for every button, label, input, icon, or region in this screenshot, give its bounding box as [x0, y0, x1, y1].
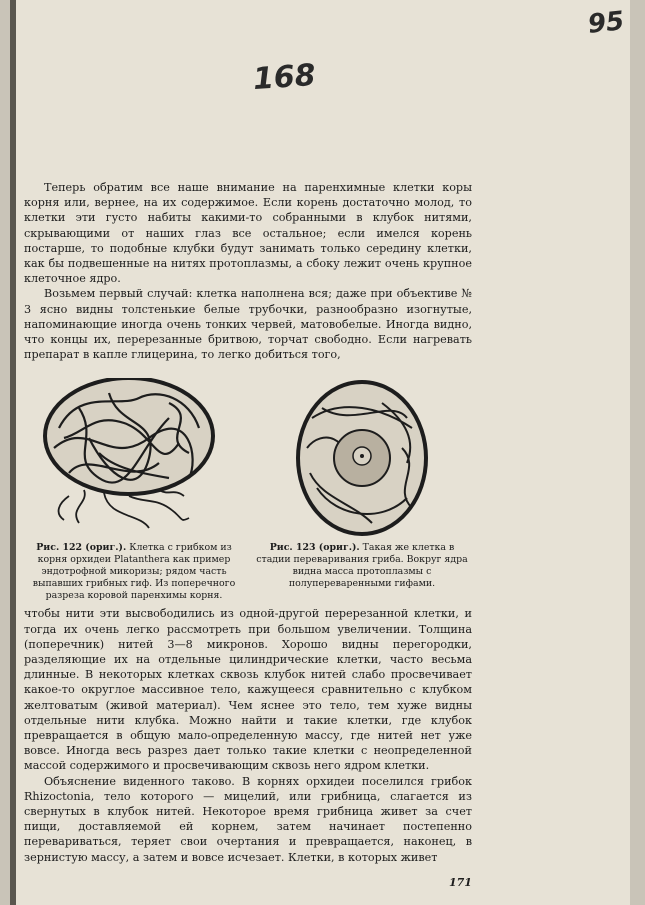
figure-122 — [24, 378, 244, 602]
paragraph: Объяснение виденного таково. В корнях орхидеи поселился грибок Rhizoctonia, тело которого — мицелий, или грибница, слагается из свернутых в клубок нитей. Некоторое время грибница живет за счет пищи, доставляемой ей корнем, затем начинает постепенно перевариваться, теряет свои очертания и превращается, наконец, в зернистую массу, а затем и вовсе исчезает. Клетки, в которых живет — [24, 774, 472, 864]
paragraph: чтобы нити эти высвободились из одной-другой перерезанной клетки, и тогда их очень легко рассмотреть при большом увеличении. Толщина (поперечник) нитей 3—8 микронов. Хорошо видны перегородки, разделяющие их на отдельные цилиндрические клетки, часто весьма длинные. В некоторых клетках сквозь клубок нитей слабо просвечивает какое-то округлое массивное тело, кажущееся сравнительно с клубком желтоватым (живой материал). Чем яснее это тело, тем хуже видны отдельные нити клубка. Можно найти и такие клетки, где клубок превращается в общую мало-определенную массу, где нитей нет уже вовсе. Иногда весь разрез дает только такие клетки с неопределенной массой содержимого и просвечивающим сквозь него ядром клетки. — [24, 607, 472, 773]
caption-text: Клетка с грибком из корня орхидеи Platanthera как пример эндотрофной микоризы; рядом часть выпавших грибных гиф. Из поперечного разреза коровой паренхимы корня. — [32, 542, 236, 602]
handwritten-number-top: 95 — [586, 6, 626, 40]
figure-123-caption — [252, 542, 472, 590]
figure-123 — [252, 378, 472, 602]
page-body — [24, 180, 472, 865]
figure-label: Рис. 122 (ориг.). — [36, 542, 127, 554]
paragraph: Возьмем первый случай: клетка наполнена вся; даже при объективе № 3 ясно видны толстенькие белые трубочки, разнообразно изогнутые, напоминающие иногда очень тонких червей, матовобелые. Иногда видно, что концы их, перерезанные бритвою, торчат свободно. Если нагревать препарат в капле глицерина, то легко добиться того, — [24, 287, 472, 362]
figure-122-caption — [24, 542, 244, 602]
paragraph: Теперь обратим все наше внимание на паренхимные клетки коры корня или, вернее, на их содержимое. Если корень достаточно молод, то клетки эти густо набиты какими-то собранными в клубок нитями, скрывающими от наших глаз все остальное; если имелся корень постарше, то подобные клубки будут занимать только середину клетки, как бы подвешенные на нитях протоплазмы, а сбоку лежит очень крупное клеточное ядро. — [24, 181, 472, 286]
figures-row — [24, 378, 472, 602]
page-number: 171 — [449, 876, 472, 889]
caption-text: Такая же клетка в стадии переваривания гриба. Вокруг ядра видна масса протоплазмы с полупереваренными гифами. — [256, 542, 468, 590]
figure-label: Рис. 123 (ориг.). — [269, 542, 360, 554]
figure-123-illustration — [282, 378, 442, 538]
page-edge — [10, 0, 16, 905]
handwritten-number-center: 168 — [251, 57, 317, 98]
figure-122-illustration — [29, 378, 239, 538]
